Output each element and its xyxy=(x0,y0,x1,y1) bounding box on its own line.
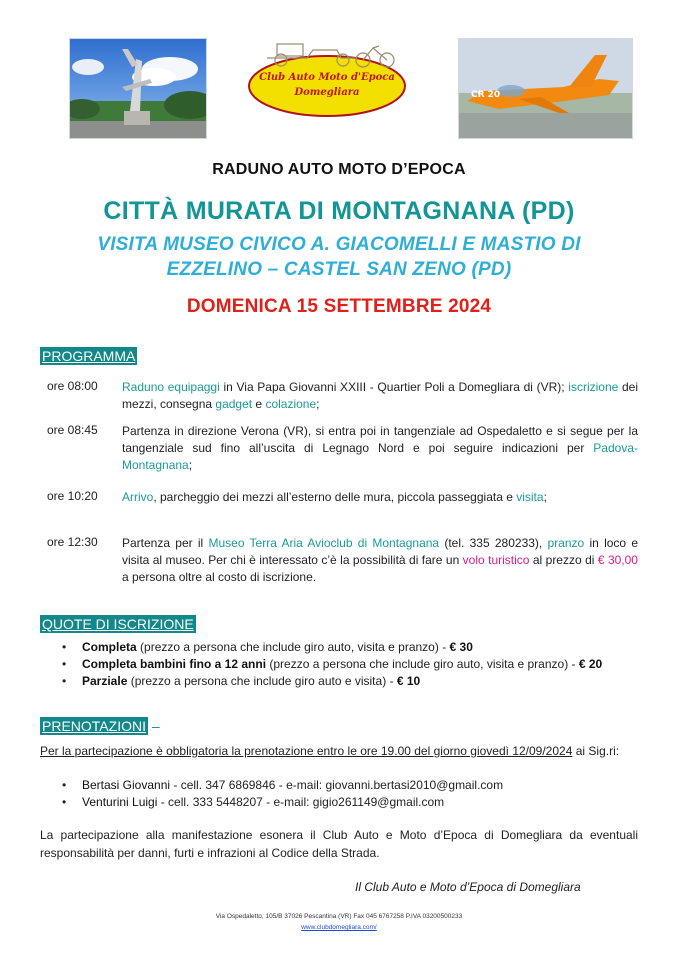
highlight-iscrizione: iscrizione xyxy=(568,380,619,394)
text-segment: in Via Papa Giovanni XXIII - Quartier Poli a Domegliara di (VR); xyxy=(219,380,569,394)
highlight-visita: visita xyxy=(516,490,544,504)
prenotazioni-intro xyxy=(40,743,638,760)
programma-desc-4 xyxy=(122,535,638,586)
highlight-raduno: Raduno equipaggi xyxy=(122,380,220,394)
text-segment: a persona oltre al costo di iscrizione. xyxy=(122,570,317,584)
text-segment: al prezzo di xyxy=(529,553,598,567)
signature: Il Club Auto e Moto d’Epoca di Domegliara xyxy=(355,880,581,894)
contact-name: Venturini Luigi xyxy=(82,795,158,809)
header-photo-monument xyxy=(69,38,207,139)
programma-time-2: ore 08:45 xyxy=(47,423,98,437)
quote-item-parziale xyxy=(40,673,638,690)
highlight-colazione: colazione xyxy=(265,397,317,411)
quote-list xyxy=(40,639,638,690)
text-segment: in loco e visita al museo. Per chi è interessato c’è la possibilità di fare un xyxy=(122,536,639,567)
programma-time-1: ore 08:00 xyxy=(47,379,98,393)
programma-desc-1 xyxy=(122,379,638,413)
header-photo-jet xyxy=(458,38,633,139)
quote-section xyxy=(40,615,196,633)
contact-bertasi xyxy=(40,777,638,794)
programma-desc-2 xyxy=(122,423,638,474)
footer-website-link[interactable]: www.clubdomegliara.com/ xyxy=(301,924,377,931)
logo-line2: Domegliara xyxy=(294,87,360,98)
programma-desc-3 xyxy=(122,489,638,506)
programma-time-3: ore 10:20 xyxy=(47,489,98,503)
contact-detail: - cell. 333 5448207 - e-mail: gigio261149@gmail.com xyxy=(157,795,445,809)
event-visit-heading xyxy=(40,232,638,282)
text-segment: ; xyxy=(543,490,547,504)
highlight-volo-turistico: volo turistico xyxy=(462,553,530,567)
contact-venturini xyxy=(40,794,638,811)
text-segment: ai Sig.ri: xyxy=(572,744,620,758)
text-segment: (tel. 335 280233), xyxy=(439,536,548,550)
prenotazioni-deadline: Per la partecipazione è obbligatoria la prenotazione entro le ore 19.00 del giorno giovedì 12/09/2024 xyxy=(40,744,573,758)
text-segment: Partenza in direzione Verona (VR), si entra poi in tangenziale ad Ospedaletto e si segue per la tangenziale sud fino all’uscita di Legnago Nord e poi seguire indicazioni per xyxy=(122,424,638,455)
quote-detail: (prezzo a persona che include giro auto, visita e pranzo) - xyxy=(136,640,450,654)
quote-label: Completa bambini fino a 12 anni xyxy=(82,657,267,671)
event-location-heading: CITTÀ MURATA DI MONTAGNANA (PD) xyxy=(103,197,575,225)
quote-detail: (prezzo a persona che include giro auto, visita e pranzo) - xyxy=(266,657,579,671)
programma-section xyxy=(40,347,137,365)
logo-line1: Club Auto Moto d'Epoca xyxy=(259,72,395,83)
quote-heading: QUOTE DI ISCRIZIONE xyxy=(42,616,194,632)
text-segment: e xyxy=(252,397,266,411)
visit-line-2: EZZELINO – CASTEL SAN ZENO (PD) xyxy=(166,259,512,280)
text-segment: ; xyxy=(316,397,320,411)
quote-item-bambini xyxy=(40,656,638,673)
highlight-price-volo: € 30,00 xyxy=(597,553,638,567)
club-logo xyxy=(247,36,407,118)
highlight-arrivo: Arrivo xyxy=(122,490,154,504)
text-segment: , parcheggio dei mezzi all’esterno delle mura, piccola passeggiata e xyxy=(153,490,517,504)
highlight-padova-montagnana: Padova-Montagnana xyxy=(122,441,638,472)
prenotazioni-section xyxy=(40,717,160,735)
footer-address: Via Ospedaletto, 105/B 37026 Pescantina (VR) Fax 045 6767258 P.IVA 03200500233 xyxy=(215,913,463,920)
programma-heading: PROGRAMMA xyxy=(42,348,136,364)
disclaimer: La partecipazione alla manifestazione esonera il Club Auto e Moto d’Epoca di Domegliara da eventuali responsabilità per danni, furti e infrazioni al Codice della Strada. xyxy=(40,828,638,860)
visit-line-1: VISITA MUSEO CIVICO A. GIACOMELLI E MASTIO DI xyxy=(97,234,581,255)
highlight-museo: Museo Terra Aria Avioclub di Montagnana xyxy=(208,536,440,550)
programma-time-4: ore 12:30 xyxy=(47,535,98,549)
quote-price: € 10 xyxy=(396,674,421,688)
quote-label: Completa xyxy=(82,640,137,654)
quote-item-completa xyxy=(40,639,638,656)
event-type-heading: RADUNO AUTO MOTO D’EPOCA xyxy=(212,161,466,178)
prenotazioni-heading: PRENOTAZIONI xyxy=(42,718,146,734)
highlight-gadget: gadget xyxy=(215,397,253,411)
contact-name: Bertasi Giovanni xyxy=(82,778,171,792)
prenotazioni-dash: – xyxy=(147,718,160,734)
svg-text:CR 20: CR 20 xyxy=(471,90,501,100)
quote-label: Parziale xyxy=(82,674,128,688)
text-segment: dei mezzi, consegna xyxy=(122,380,638,411)
contacts-list xyxy=(40,777,638,811)
quote-price: € 30 xyxy=(449,640,473,654)
contact-detail: - cell. 347 6869846 - e-mail: giovanni.bertasi2010@gmail.com xyxy=(170,778,504,792)
event-date: DOMENICA 15 SETTEMBRE 2024 xyxy=(186,296,492,317)
text-segment: ; xyxy=(188,458,193,472)
quote-detail: (prezzo a persona che include giro auto e visita) - xyxy=(127,674,397,688)
highlight-pranzo: pranzo xyxy=(547,536,585,550)
quote-price: € 20 xyxy=(578,657,603,671)
text-segment: Partenza per il xyxy=(122,536,209,550)
